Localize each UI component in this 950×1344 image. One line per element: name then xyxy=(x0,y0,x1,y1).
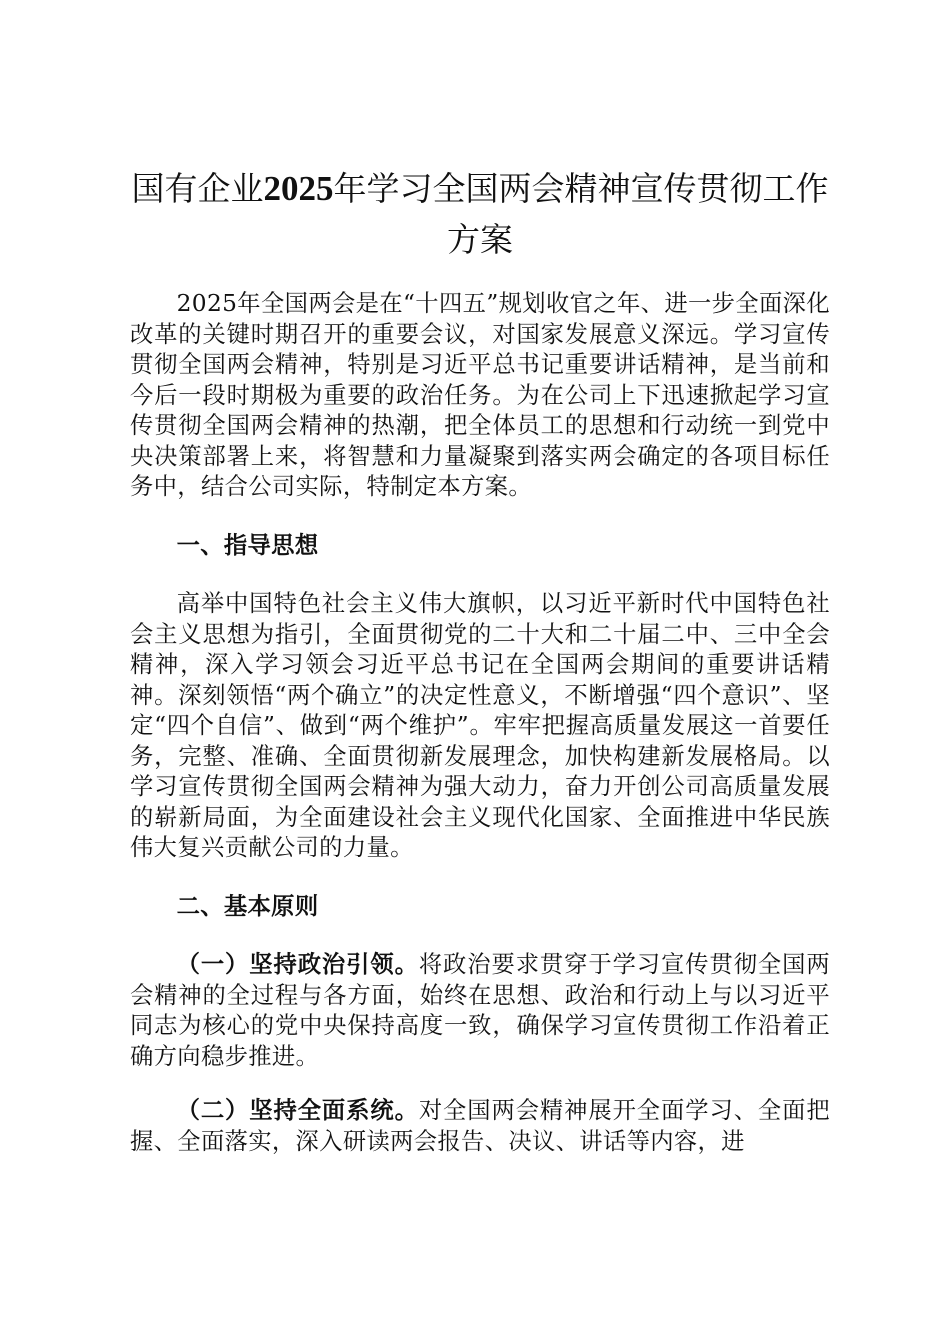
principle-body: 对全国两会精神展开全面学习、全面把握、全面落实，深入研读两会报告、决议、讲话等内容，进 xyxy=(130,1097,831,1155)
document-page xyxy=(130,163,830,1157)
section-heading-basic-principles: 二、基本原则 xyxy=(176,892,319,920)
principle-comprehensive-systematic xyxy=(130,1096,830,1157)
principle-political-leadership xyxy=(130,950,830,1072)
title-part2: 年学习全国两会精神宣传贯彻工作方案 xyxy=(333,169,829,259)
title-year: 2025 xyxy=(263,169,334,208)
section-heading-guiding-ideology: 一、指导思想 xyxy=(176,531,319,559)
title-part1: 国有企业 xyxy=(131,169,264,208)
principle-lead: （一）坚持政治引领。 xyxy=(176,951,419,978)
intro-paragraph: 2025年全国两会是在“十四五”规划收官之年、进一步全面深化改革的关键时期召开的重要会议，对国家发展意义深远。学习宣传贯彻全国两会精神，特别是习近平总书记重要讲话精神，是当前和今后一段时期极为重要的政治任务。为在公司上下迅速掀起学习宣传贯彻全国两会精神的热潮，把全体员工的思想和行动统一到党中央决策部署上来，将智慧和力量凝聚到落实两会确定的各项目标任务中，结合公司实际，特制定本方案。 xyxy=(130,290,830,500)
principle-lead: （二）坚持全面系统。 xyxy=(176,1097,419,1124)
document-title xyxy=(130,163,830,265)
principle-body: 将政治要求贯穿于学习宣传贯彻全国两会精神的全过程与各方面，始终在思想、政治和行动上与以习近平同志为核心的党中央保持高度一致，确保学习宣传贯彻工作沿着正确方向稳步推进。 xyxy=(130,951,831,1070)
guiding-ideology-paragraph: 高举中国特色社会主义伟大旗帜，以习近平新时代中国特色社会主义思想为指引，全面贯彻党的二十大和二十届二中、三中全会精神，深入学习领会习近平总书记在全国两会期间的重要讲话精神。深刻领悟“两个确立”的决定性意义，不断增强“四个意识”、坚定“四个自信”、做到“两个维护”。牢牢把握高质量发展这一首要任务，完整、准确、全面贯彻新发展理念，加快构建新发展格局。以学习宣传贯彻全国两会精神为强大动力，奋力开创公司高质量发展的崭新局面，为全面建设社会主义现代化国家、全面推进中华民族伟大复兴贡献公司的力量。 xyxy=(130,590,830,861)
